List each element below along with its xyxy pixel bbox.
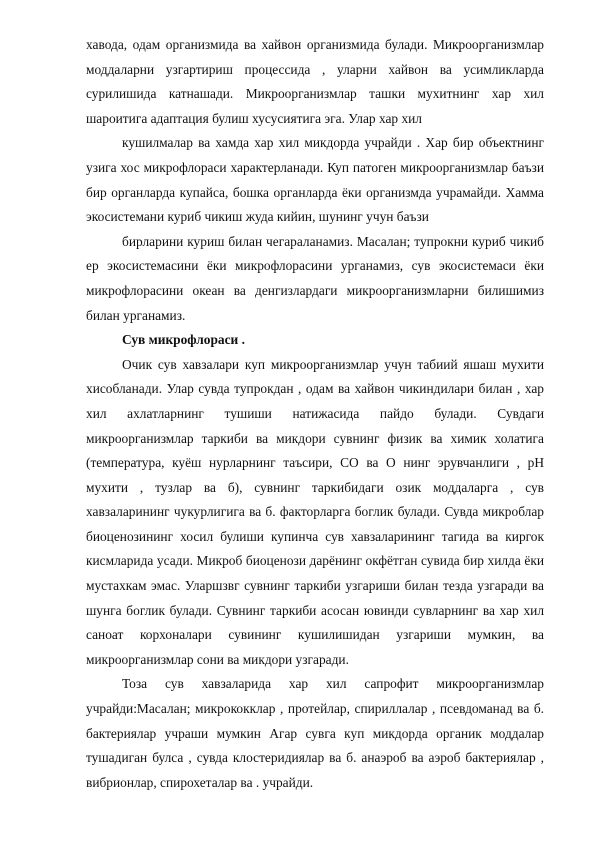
paragraph-clean-water-saprophytes: Тоза сув хавзаларида хар хил сапрофит микроорганизмлар учрайди:Масалан; микрококклар , протейлар, спириллалар , псевдоманад ва б. бактериялар учраши мумкин Агар сувга куп микдорда органик моддалар тушадиган булса , сувда клостеридиялар ва б. анаэроб ва аэроб бактериялар , вибрионлар, спирохеталар ва . учрайди. xyxy=(86,676,544,790)
section-heading-water-microflora: Сув микрофлораси . xyxy=(122,332,245,348)
document-page xyxy=(86,33,544,795)
paragraph-water-microorganisms: Очик сув хавзалари куп микроорганизмлар учун табиий яшаш мухити хисобланади. Улар сувда тупрокдан , одам ва хайвон чикиндилари билан , хар хил ахлатларнинг тушиши натижасида пайдо булади. Сувдаги микроорганизмлар таркиби ва микдори сувнинг физик ва химик холатига (температура, куёш нурларнинг таъсири, СО ва О нинг эрувчанлиги , рН мухити , тузлар ва б), сувнинг таркибидаги озик моддаларга , сув хавзаларининг чукурлигига ва б. факторларга боглик булади. Сувда микроблар биоценозининг хосил булиши купинча сув хавзаларининг тагида ва киргок кисмларида усади. Микроб биоценози дарёнинг окфётган сувида бир хилда ёки мустахкам эмас. Уларшзвг сувнинг таркиби узгариши билан тезда узгаради ва шунга боглик булади. Сувнинг таркиби асосан ювинди сувларнинг ва хар хил саноат корхоналари сувининг кушилишидан узгариши мумкин, ва микроорганизмлар сони ва микдори узгаради. xyxy=(86,356,544,667)
paragraph-ecosystem-study: бирларини куриш билан чегараланамиз. Масалан; тупрокни куриб чикиб ер экосистемасини ёки микрофлорасини урганамиз, сув экосистемаси ёки микрофлорасини океан ва денгизлардаги микроорганизмларни билишимиз билан урганамиз. xyxy=(86,233,544,323)
paragraph-microflora-objects: кушилмалар ва хамда хар хил микдорда учрайди . Хар бир объектнинг узига хос микрофлораси характерланади. Куп патоген микроорганизмлар баъзи бир органларда купайса, бошка органларда ёки организмда учрамайди. Хамма экосистемани куриб чикиш жуда кийин, шунинг учун баъзи xyxy=(86,135,544,225)
paragraph-continuation: хавода, одам организмида ва хайвон организмида булади. Микроорганизмлар моддаларни узгартириш процессида , уларни хайвон ва усимликларда сурилишида катнашади. Микроорганизмлар ташки мухитнинг хар хил шароитига адаптация булиш хусусиятига эга. Улар хар хил xyxy=(86,37,544,126)
